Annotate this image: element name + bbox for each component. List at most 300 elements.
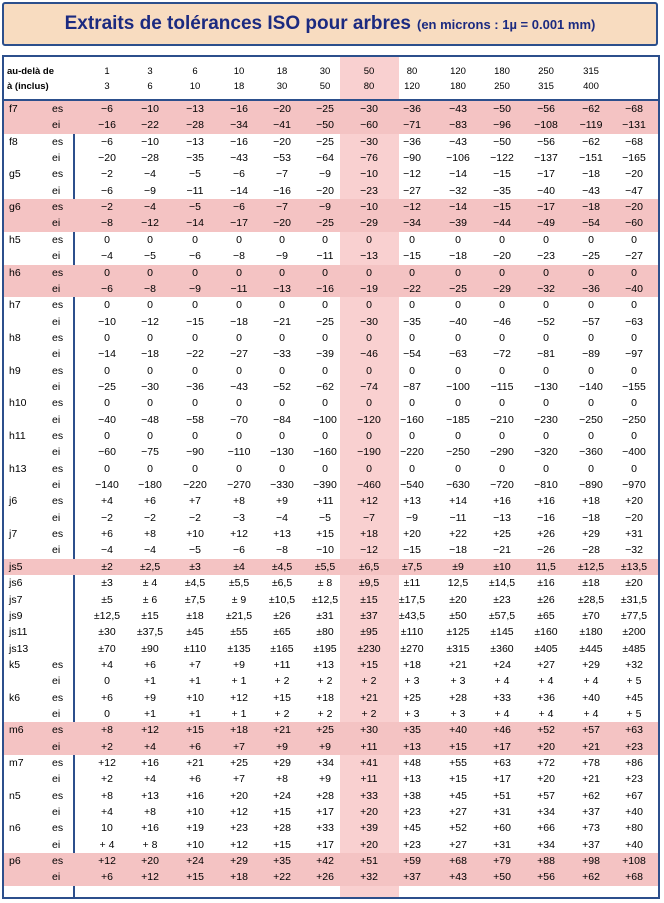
tolerance-value: +8: [276, 773, 288, 786]
tolerance-value: +15: [273, 691, 291, 704]
table-row: [4, 232, 658, 248]
table-row: [4, 624, 658, 640]
tolerance-class: h10: [9, 397, 27, 410]
tolerance-value: 0: [147, 430, 153, 442]
tolerance-value: −250: [622, 413, 646, 426]
tolerance-value: ±70: [582, 609, 600, 622]
deviation-type: es: [52, 724, 64, 737]
deviation-type: ei: [52, 675, 61, 688]
tolerance-value: 0: [192, 364, 198, 377]
tolerance-value: +31: [625, 528, 643, 541]
tolerance-value: +1: [189, 675, 201, 688]
tolerance-value: +31: [493, 838, 511, 851]
table-row: [4, 837, 658, 853]
tolerance-value: −230: [534, 413, 558, 426]
tolerance-value: 0: [236, 462, 242, 475]
title-banner: [2, 2, 658, 46]
tolerance-value: −20: [273, 103, 291, 115]
tolerance-value: −17: [537, 201, 555, 214]
tolerance-value: −6: [101, 103, 113, 115]
tolerance-value: −20: [98, 152, 116, 165]
table-row: [4, 166, 658, 182]
tolerance-value: −140: [95, 479, 119, 492]
tolerance-value: +4: [101, 806, 113, 819]
range-from: 3: [147, 66, 153, 77]
tolerance-value: +25: [230, 757, 248, 769]
tolerance-value: −10: [141, 135, 159, 148]
tolerance-value: −20: [273, 135, 291, 148]
tolerance-value: +78: [582, 757, 600, 769]
tolerance-value: −23: [360, 184, 378, 197]
tolerance-value: +13: [273, 528, 291, 541]
tolerance-value: 0: [455, 462, 461, 475]
tolerance-class: j6: [9, 495, 18, 508]
table-row: [4, 183, 658, 199]
tolerance-value: −9: [406, 511, 418, 524]
tolerance-value: +20: [625, 495, 643, 508]
tolerance-value: ±10: [493, 560, 511, 573]
table-row: [4, 346, 658, 362]
tolerance-value: −160: [400, 413, 424, 426]
tolerance-value: ±230: [357, 642, 381, 655]
tolerance-value: −220: [400, 446, 424, 459]
tolerance-value: −12: [403, 168, 421, 181]
tolerance-value: −72: [493, 348, 511, 361]
tolerance-value: −36: [403, 103, 421, 115]
tolerance-value: ±15: [360, 593, 378, 606]
tolerance-value: +31: [493, 806, 511, 819]
tolerance-value: +12: [230, 528, 248, 541]
range-to: 10: [189, 81, 201, 92]
table-row: [4, 657, 658, 673]
tolerance-value: −22: [186, 348, 204, 361]
tolerance-value: 0: [279, 364, 285, 377]
tolerance-value: ±15: [141, 609, 159, 622]
table-row: [4, 559, 658, 575]
tolerance-value: +15: [186, 724, 204, 737]
range-header-cell: [494, 64, 510, 94]
tolerance-value: +35: [403, 724, 421, 737]
tolerance-value: +9: [144, 691, 156, 704]
tolerance-value: −16: [273, 184, 291, 197]
tolerance-value: +12: [141, 724, 159, 737]
tolerance-value: −15: [403, 250, 421, 263]
tolerance-value: −20: [316, 184, 334, 197]
tolerance-value: +22: [449, 528, 467, 541]
tolerance-value: −32: [449, 184, 467, 197]
tolerance-value: −20: [625, 201, 643, 214]
tolerance-value: +18: [316, 691, 334, 704]
tolerance-value: +9: [276, 495, 288, 508]
tolerance-value: +38: [403, 789, 421, 802]
page-title: Extraits de tolérances ISO pour arbres: [64, 13, 411, 34]
tolerance-value: +11: [273, 658, 291, 671]
tolerance-value: −25: [316, 217, 334, 230]
tolerance-class: p6: [9, 855, 21, 868]
tolerance-value: 0: [104, 266, 110, 279]
tolerance-value: +7: [233, 740, 245, 753]
tolerance-value: +12: [98, 855, 116, 868]
tolerance-value: 0: [455, 233, 461, 246]
tolerance-value: + 2: [361, 675, 377, 688]
tolerance-value: +34: [316, 757, 334, 769]
table-row: [4, 248, 658, 264]
tolerance-value: +17: [493, 773, 511, 786]
tolerance-value: −16: [537, 511, 555, 524]
tolerance-value: +4: [144, 773, 156, 786]
tolerance-value: −35: [186, 152, 204, 165]
tolerance-value: −39: [449, 217, 467, 230]
tolerance-value: −52: [537, 315, 555, 328]
tolerance-value: −14: [98, 348, 116, 361]
tolerance-class: f7: [9, 103, 18, 115]
tolerance-value: ±4,5: [184, 577, 206, 590]
tolerance-value: 0: [455, 266, 461, 279]
tolerance-value: +14: [449, 495, 467, 508]
tolerance-value: +33: [316, 822, 334, 835]
table-row: [4, 477, 658, 493]
tolerance-value: +15: [186, 871, 204, 884]
table-row: [4, 706, 658, 722]
tolerance-value: −540: [400, 479, 424, 492]
tolerance-value: −18: [582, 201, 600, 214]
tolerance-value: +8: [233, 495, 245, 508]
tolerance-value: −28: [582, 544, 600, 557]
deviation-type: es: [52, 822, 64, 835]
tolerance-value: 0: [279, 233, 285, 246]
tolerance-value: + 3: [404, 707, 420, 720]
tolerance-value: + 4: [538, 675, 554, 688]
tolerance-value: −36: [186, 380, 204, 393]
deviation-type: es: [52, 364, 64, 377]
tolerance-value: +1: [189, 707, 201, 720]
deviation-type: ei: [52, 838, 61, 851]
tolerance-value: ± 9: [231, 593, 247, 606]
deviation-type: ei: [52, 871, 61, 884]
tolerance-value: −115: [490, 380, 514, 393]
tolerance-value: ±11: [403, 577, 421, 590]
range-from: 10: [233, 66, 245, 77]
table-row: [4, 314, 658, 330]
tolerance-value: −57: [582, 315, 600, 328]
tolerance-value: −100: [446, 380, 470, 393]
tolerance-value: −21: [493, 544, 511, 557]
tolerance-value: 0: [631, 430, 637, 442]
tolerance-class: k5: [9, 658, 21, 671]
tolerance-class: h8: [9, 331, 21, 344]
tolerance-value: +55: [449, 757, 467, 769]
tolerance-value: +18: [360, 528, 378, 541]
tolerance-value: +63: [625, 724, 643, 737]
tolerance-value: −8: [101, 217, 113, 230]
tolerance-value: ±485: [622, 642, 646, 655]
tolerance-value: 0: [236, 397, 242, 410]
tolerance-value: 0: [147, 266, 153, 279]
tolerance-value: ±65: [273, 626, 291, 639]
tolerance-class: n5: [9, 789, 21, 802]
tolerance-value: −60: [360, 119, 378, 132]
tolerance-value: −12: [141, 315, 159, 328]
tolerance-value: −34: [403, 217, 421, 230]
tolerance-value: ±195: [313, 642, 337, 655]
tolerance-value: −7: [276, 201, 288, 214]
tolerance-value: −44: [493, 217, 511, 230]
tolerance-value: −4: [276, 511, 288, 524]
tolerance-value: −20: [625, 168, 643, 181]
tolerance-value: ±12,5: [311, 593, 339, 606]
tolerance-value: +6: [101, 691, 113, 704]
tolerance-value: +15: [273, 806, 291, 819]
tolerance-value: 0: [104, 397, 110, 410]
tolerance-value: +68: [449, 855, 467, 868]
tolerance-value: ±21,5: [225, 609, 253, 622]
tolerance-value: 0: [236, 430, 242, 442]
tolerance-value: −9: [276, 250, 288, 263]
tolerance-value: +10: [186, 806, 204, 819]
tolerance-value: +13: [403, 773, 421, 786]
tolerance-value: +8: [144, 806, 156, 819]
tolerance-value: −5: [319, 511, 331, 524]
tolerance-value: +12: [230, 838, 248, 851]
tolerance-value: ±9: [452, 560, 464, 573]
tolerance-value: −27: [403, 184, 421, 197]
range-to: 250: [494, 81, 510, 92]
tolerance-value: +23: [625, 740, 643, 753]
tolerance-value: +26: [316, 871, 334, 884]
tolerance-value: −83: [449, 119, 467, 132]
tolerance-value: −165: [622, 152, 646, 165]
tolerance-value: ±6,5: [271, 577, 293, 590]
tolerance-value: + 3: [450, 675, 466, 688]
tolerance-value: −28: [186, 119, 204, 132]
tolerance-value: +15: [360, 658, 378, 671]
tolerance-value: 0: [499, 430, 505, 442]
tolerance-value: +56: [537, 871, 555, 884]
tolerance-value: 0: [279, 299, 285, 312]
tolerance-value: −22: [403, 282, 421, 295]
tolerance-value: 0: [322, 397, 328, 410]
tolerance-value: + 4: [99, 838, 115, 851]
tolerance-value: +37: [582, 838, 600, 851]
tolerance-value: ±2: [101, 560, 113, 573]
tolerance-value: ±18: [582, 577, 600, 590]
table-row: [4, 510, 658, 526]
tolerance-value: +37: [582, 806, 600, 819]
tolerance-value: −34: [230, 119, 248, 132]
table-row: [4, 542, 658, 558]
tolerance-value: 0: [366, 331, 372, 344]
tolerance-value: 0: [104, 707, 110, 720]
tolerance-value: 0: [147, 462, 153, 475]
tolerance-value: +80: [625, 822, 643, 835]
tolerance-value: −890: [579, 479, 603, 492]
tolerance-value: +45: [449, 789, 467, 802]
tolerance-value: ±160: [534, 626, 558, 639]
tolerance-value: 0: [322, 430, 328, 442]
tolerance-value: ±16: [537, 577, 555, 590]
tolerance-value: −8: [233, 250, 245, 263]
tolerance-value: −29: [493, 282, 511, 295]
tolerance-value: 0: [455, 331, 461, 344]
tolerance-value: +8: [101, 789, 113, 802]
tolerance-value: −14: [449, 168, 467, 181]
tolerance-value: +6: [189, 740, 201, 753]
tolerance-class: js9: [9, 609, 23, 622]
tolerance-value: 0: [499, 266, 505, 279]
range-header-label: [7, 64, 54, 94]
tolerance-value: ±13,5: [620, 560, 648, 573]
tolerance-value: −120: [357, 413, 381, 426]
tolerance-value: +42: [316, 855, 334, 868]
tolerance-value: −130: [270, 446, 294, 459]
tolerance-value: −36: [403, 135, 421, 148]
tolerance-value: +72: [537, 757, 555, 769]
tolerance-class: g5: [9, 168, 21, 181]
tolerance-value: +24: [186, 855, 204, 868]
tolerance-value: + 1: [231, 707, 247, 720]
tolerance-value: +20: [141, 855, 159, 868]
tolerance-value: +25: [403, 691, 421, 704]
tolerance-value: −460: [357, 479, 381, 492]
tolerance-value: −9: [319, 168, 331, 181]
tolerance-value: +51: [360, 855, 378, 868]
tolerance-value: −60: [98, 446, 116, 459]
tolerance-value: ±12,5: [577, 560, 605, 573]
tolerance-value: −11: [230, 282, 248, 295]
tolerance-value: 0: [192, 266, 198, 279]
tolerance-value: −8: [144, 282, 156, 295]
tolerance-value: + 3: [450, 707, 466, 720]
tolerance-value: −84: [273, 413, 291, 426]
tolerance-value: −50: [493, 135, 511, 148]
tolerance-class: k6: [9, 691, 21, 704]
tolerance-value: ±77,5: [620, 609, 648, 622]
tolerance-value: +34: [537, 806, 555, 819]
tolerance-value: ±70: [98, 642, 116, 655]
deviation-type: es: [52, 135, 64, 148]
deviation-type: ei: [52, 446, 61, 459]
tolerance-value: −9: [189, 282, 201, 295]
tolerance-value: 0: [631, 233, 637, 246]
tolerance-value: −16: [230, 103, 248, 115]
tolerance-value: + 4: [494, 675, 510, 688]
tolerance-value: −185: [446, 413, 470, 426]
tolerance-value: −13: [186, 103, 204, 115]
table-row: [4, 641, 658, 657]
tolerance-value: ±50: [449, 609, 467, 622]
tolerance-value: +7: [189, 495, 201, 508]
range-to: 3: [104, 81, 110, 92]
tolerance-value: +4: [101, 495, 113, 508]
tolerance-value: −33: [273, 348, 291, 361]
tolerance-value: 0: [322, 233, 328, 246]
tolerance-value: 0: [104, 675, 110, 688]
tolerance-value: 0: [499, 299, 505, 312]
tolerance-value: 0: [366, 233, 372, 246]
tolerance-value: −90: [403, 152, 421, 165]
tolerance-value: −87: [403, 380, 421, 393]
tolerance-class: m6: [9, 724, 24, 737]
tolerance-value: 0: [631, 364, 637, 377]
tolerance-class: m7: [9, 757, 24, 769]
range-to: 50: [319, 81, 331, 92]
tolerance-value: −160: [313, 446, 337, 459]
tolerance-value: +27: [449, 838, 467, 851]
tolerance-value: −5: [189, 168, 201, 181]
tolerance-value: −23: [537, 250, 555, 263]
tolerance-value: +21: [186, 757, 204, 769]
tolerance-value: −15: [493, 168, 511, 181]
tolerance-value: +40: [625, 806, 643, 819]
table-row: [4, 379, 658, 395]
tolerance-value: 0: [279, 430, 285, 442]
tolerance-value: +12: [98, 757, 116, 769]
deviation-type: es: [52, 168, 64, 181]
deviation-type: ei: [52, 511, 61, 524]
deviation-type: ei: [52, 315, 61, 328]
tolerance-value: −35: [403, 315, 421, 328]
tolerance-value: ±180: [579, 626, 603, 639]
tolerance-value: −180: [138, 479, 162, 492]
tolerance-value: ±37: [360, 609, 378, 622]
tolerance-value: 0: [588, 266, 594, 279]
tolerance-value: −41: [273, 119, 291, 132]
tolerance-value: ±45: [186, 626, 204, 639]
tolerance-value: +29: [582, 658, 600, 671]
deviation-type: ei: [52, 740, 61, 753]
tolerance-value: 0: [543, 364, 549, 377]
tolerance-value: ±5: [101, 593, 113, 606]
tolerance-value: −81: [537, 348, 555, 361]
tolerance-value: + 2: [274, 707, 290, 720]
tolerance-value: +40: [449, 724, 467, 737]
table-row: [4, 493, 658, 509]
tolerance-value: +88: [537, 855, 555, 868]
tolerance-value: −50: [493, 103, 511, 115]
tolerance-value: +17: [316, 806, 334, 819]
tolerance-value: 0: [588, 364, 594, 377]
tolerance-value: −2: [189, 511, 201, 524]
tolerance-value: +35: [273, 855, 291, 868]
tolerance-value: 0: [104, 364, 110, 377]
tolerance-value: −18: [141, 348, 159, 361]
tolerance-value: 0: [455, 430, 461, 442]
tolerance-value: +24: [273, 789, 291, 802]
tolerance-value: 0: [631, 462, 637, 475]
table-row: [4, 444, 658, 460]
tolerance-value: −13: [493, 511, 511, 524]
tolerance-value: −18: [582, 511, 600, 524]
tolerance-value: −5: [189, 544, 201, 557]
tolerance-value: −35: [493, 184, 511, 197]
tolerance-class: h11: [9, 430, 26, 442]
table-row: [4, 215, 658, 231]
tolerance-value: 0: [499, 364, 505, 377]
tolerance-value: 0: [631, 397, 637, 410]
tolerance-class: j7: [9, 528, 18, 541]
tolerance-value: 0: [104, 462, 110, 475]
tolerance-value: −20: [625, 511, 643, 524]
tolerance-value: −15: [493, 201, 511, 214]
tolerance-value: +51: [493, 789, 511, 802]
tolerance-value: −96: [493, 119, 511, 132]
tolerance-value: −89: [582, 348, 600, 361]
tolerance-value: −6: [101, 135, 113, 148]
tolerance-value: −720: [490, 479, 514, 492]
range-to: 180: [450, 81, 466, 92]
tolerance-value: +18: [403, 658, 421, 671]
tolerance-value: −11: [316, 250, 334, 263]
